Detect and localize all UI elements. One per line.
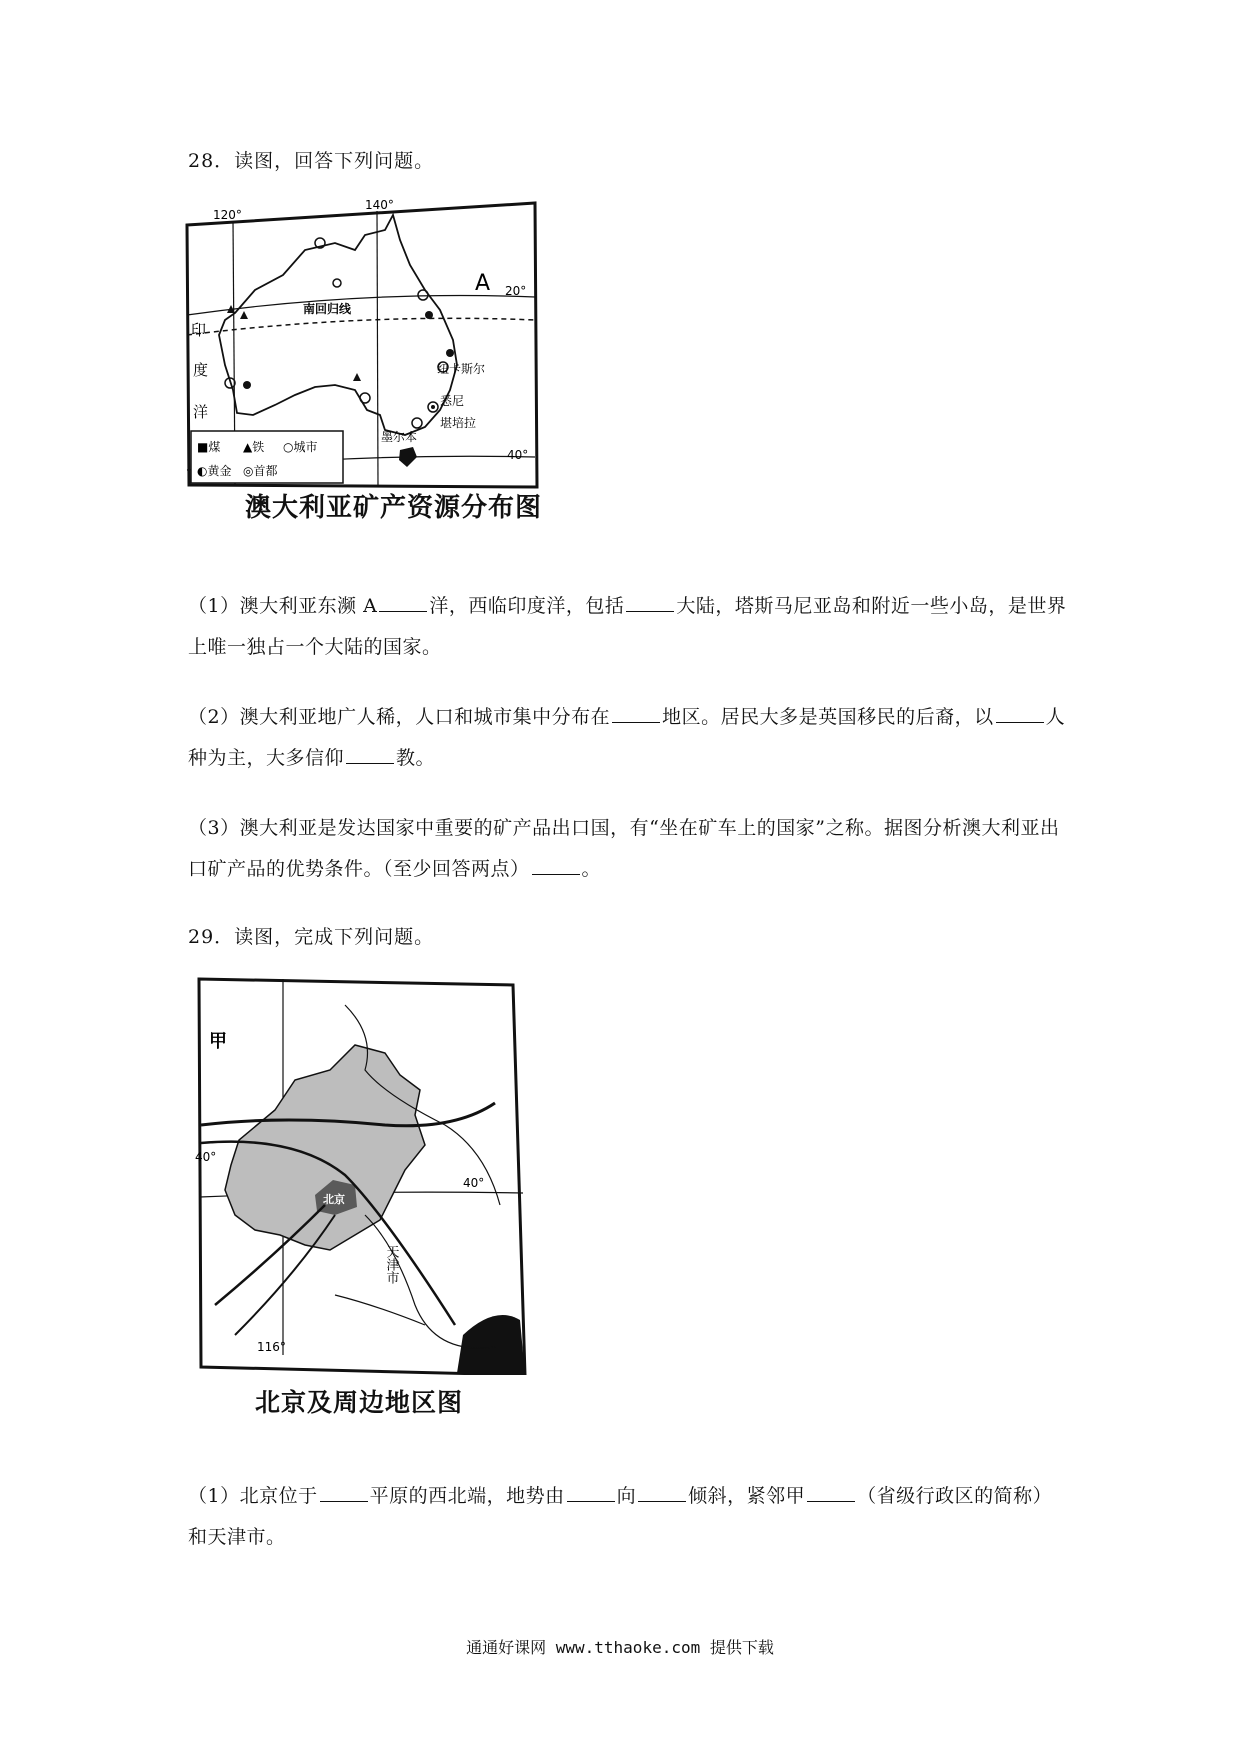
ocean-label-indian-3: 洋 <box>193 403 209 421</box>
iron-marker <box>240 311 248 319</box>
answer-blank[interactable] <box>638 1483 686 1502</box>
city-marker <box>412 418 422 428</box>
city-marker <box>418 290 428 300</box>
city-label-sydney: 悉尼 <box>440 394 465 408</box>
parallel-20 <box>187 295 535 315</box>
australia-map <box>185 195 545 525</box>
gold-marker <box>333 279 341 287</box>
australia-map-graphic <box>185 195 545 495</box>
lat-label-40-left: 40° <box>195 1150 217 1164</box>
lon-label-140: 140° <box>365 198 394 212</box>
q28-part3: （3）澳大利亚是发达国家中重要的矿产品出口国，有“坐在矿车上的国家”之称。据图分析澳大利亚出口矿产品的优势条件。（至少回答两点） 。 <box>188 817 1060 880</box>
answer-blank[interactable] <box>532 856 580 875</box>
australia-map-caption: 澳大利亚矿产资源分布图 <box>245 493 543 523</box>
tasmania <box>399 447 417 467</box>
iron-marker <box>353 373 361 381</box>
tropic-line <box>187 318 535 335</box>
tropic-label: 南回归线 <box>303 302 352 316</box>
legend-capital: ◎首都 <box>243 464 278 478</box>
city-label-canberra: 堪培拉 <box>440 416 477 430</box>
legend-iron: ▲铁 <box>243 440 265 454</box>
lat-label-40: 40° <box>463 1176 485 1190</box>
coal-marker <box>446 349 454 357</box>
answer-blank[interactable] <box>346 745 394 764</box>
q28-part2: （2）澳大利亚地广人稀，人口和城市集中分布在 地区。居民大多是英国移民的后裔，以 人种为主，大多信仰 教。 <box>188 706 1066 769</box>
ocean-label-indian-1: 印 <box>191 321 207 339</box>
label-tianjin: 天津市 <box>383 1245 399 1284</box>
lat-label-40: 40° <box>507 448 529 462</box>
meridian-140 <box>377 211 378 485</box>
q28-part1: （1）澳大利亚东濒 A 洋，西临印度洋，包括 大陆，塔斯马尼亚岛和附近一些小岛，是世界上唯一独占一个大陆的国家。 <box>188 595 1067 658</box>
beijing-map-graphic <box>195 975 535 1375</box>
lon-label-120: 120° <box>213 208 242 222</box>
answer-blank[interactable] <box>320 1483 368 1502</box>
city-label-melbourne: 墨尔本 <box>381 430 418 444</box>
ocean-label-indian-2: 度 <box>193 361 209 379</box>
city-label-newcastle: 纽卡斯尔 <box>437 362 486 376</box>
answer-blank[interactable] <box>567 1483 615 1502</box>
australia-outline <box>219 215 457 435</box>
label-beijing: 北京 <box>323 1193 345 1206</box>
answer-blank[interactable] <box>996 704 1044 723</box>
question-29-title: 29．读图，完成下列问题。 <box>188 926 435 948</box>
label-jia: 甲 <box>209 1031 227 1052</box>
legend-gold: ◐黄金 <box>197 464 232 478</box>
answer-blank[interactable] <box>807 1483 855 1502</box>
q29-part1: （1）北京位于 平原的西北端，地势由 向 倾斜，紧邻甲 （省级行政区的简称）和天津市。 <box>188 1485 1053 1548</box>
page-footer: 通通好课网 www.tthaoke.com 提供下载 <box>466 1638 774 1657</box>
beijing-area <box>225 1045 425 1250</box>
answer-blank[interactable] <box>626 593 674 612</box>
city-marker <box>360 393 370 403</box>
legend-coal: ■煤 <box>197 440 221 454</box>
answer-blank[interactable] <box>612 704 660 723</box>
gold-marker <box>243 381 251 389</box>
bohai-sea <box>457 1315 525 1375</box>
legend-city: ○城市 <box>283 440 318 454</box>
answer-blank[interactable] <box>379 593 427 612</box>
beijing-map <box>195 975 535 1415</box>
lon-label-116: 116° <box>257 1340 286 1354</box>
coal-marker <box>425 311 433 319</box>
beijing-map-caption: 北京及周边地区图 <box>255 1388 464 1417</box>
question-28-title: 28．读图，回答下列问题。 <box>188 150 435 172</box>
ocean-label-a: A <box>475 271 491 296</box>
lat-label-20: 20° <box>505 284 527 298</box>
